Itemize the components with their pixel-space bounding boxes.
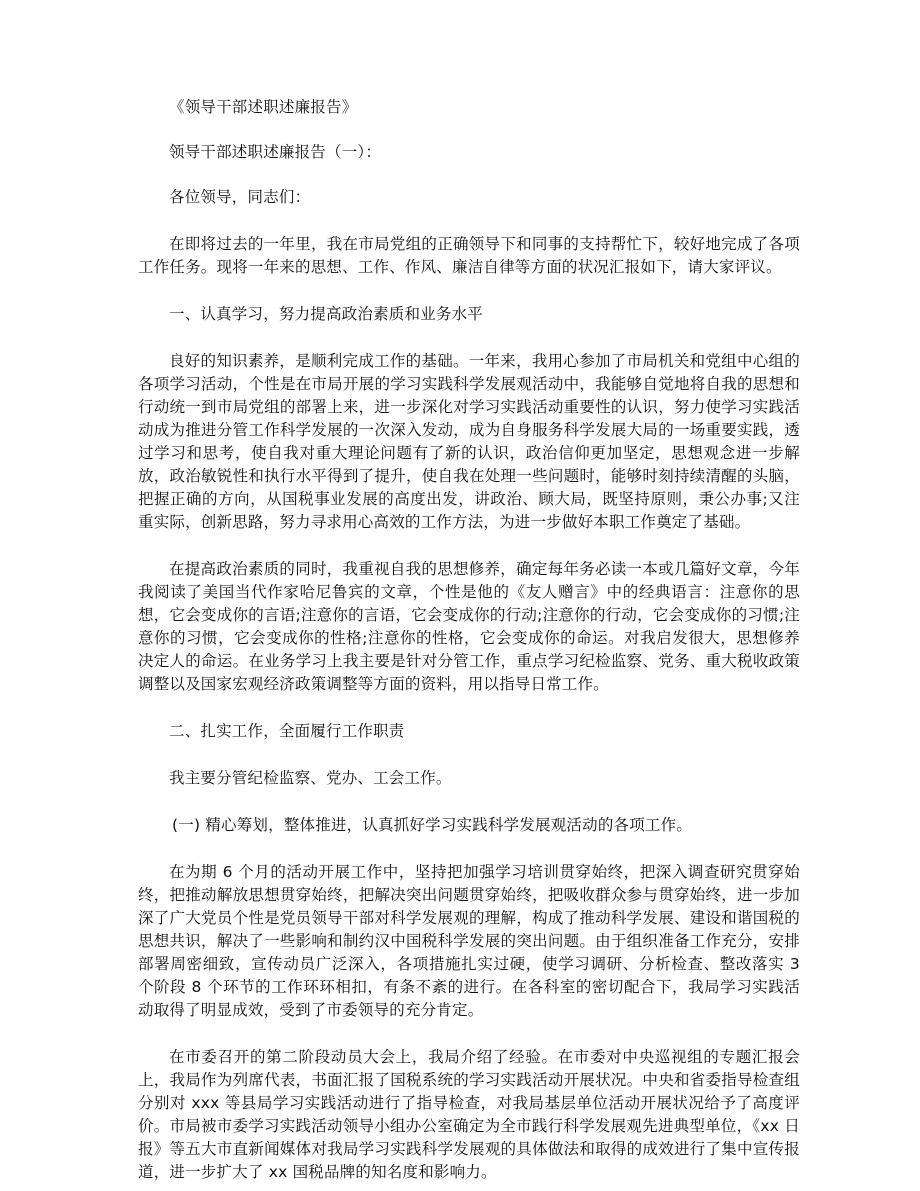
section-2-paragraph-1: 我主要分管纪检监察、党办、工会工作。: [169, 769, 452, 787]
document-page: [138, 96, 800, 1184]
section-1-paragraph-1: 良好的知识素养，是顺利完成工作的基础。一年来，我用心参加了市局机关和党组中心组的各项学习活动，个性是在市局开展的学习实践科学发展观活动中，我能够自觉地将自我的思想和行动统一到市局党组的部署上来，进一步深化对学习实践活动重要性的认识，努力使学习实践活动成为推进分管工作科学发展的一次深入发动，成为自身服务科学发展大局的一场重要实践，透过学习和思考，使自我对重大理论问题有了新的认识，政治信仰更加坚定，思想观念进一步解放，政治敏锐性和执行水平得到了提升，使自我在处理一些问题时，能够时刻持续清醒的头脑，把握正确的方向，从国税事业发展的高度出发，讲政治、顾大局，既坚持原则，秉公办事;又注重实际，创新思路，努力寻求用心高效的工作方法，为进一步做好本职工作奠定了基础。: [138, 352, 800, 531]
section-2-paragraph-2: 在为期 6 个月的活动开展工作中，坚持把加强学习培训贯穿始终，把深入调查研究贯穿始终，把推动解放思想贯穿始终，把解决突出问题贯穿始终，把吸收群众参与贯穿始终，进一步加深了广大党员个性是党员领导干部对科学发展观的理解，构成了推动科学发展、建设和谐国税的思想共识，解决了一些影响和制约汉中国税科学发展的突出问题。由于组织准备工作充分，安排部署周密细致，宣传动员广泛深入，各项措施扎实过硬，使学习调研、分析检查、整改落实 3 个阶段 8 个环节的工作环环相扣，有条不紊的进行。在各科室的密切配合下，我局学习实践活动取得了明显成效，受到了市委领导的充分肯定。: [138, 863, 800, 1019]
section-2-subheading-1: (一) 精心筹划，整体推进，认真抓好学习实践科学发展观活动的各项工作。: [172, 816, 693, 834]
section-1-paragraph-2: 在提高政治素质的同时，我重视自我的思想修养，确定每年务必读一本或几篇好文章，今年我阅读了美国当代作家哈尼鲁宾的文章，个性是他的《友人赠言》中的经典语言：注意你的思想，它会变成你的言语;注意你的言语，它会变成你的行动;注意你的行动，它会变成你的习惯;注意你的习惯，它会变成你的性格;注意你的性格，它会变成你的命运。对我启发很大，思想修养决定人的命运。在业务学习上我主要是针对分管工作，重点学习纪检监察、党务、重大税收政策调整以及国家宏观经济政策调整等方面的资料，用以指导日常工作。: [138, 560, 800, 693]
section-2-heading: 二、扎实工作，全面履行工作职责: [169, 722, 405, 740]
document-title: 《领导干部述职述廉报告》: [169, 98, 358, 116]
intro-paragraph: 在即将过去的一年里，我在市局党组的正确领导下和同事的支持帮忙下，较好地完成了各项工作任务。现将一年来的思想、工作、作风、廉洁自律等方面的状况汇报如下，请大家评议。: [138, 235, 800, 276]
section-1-heading: 一、认真学习，努力提高政治素质和业务水平: [169, 305, 484, 323]
salutation: 各位领导，同志们：: [169, 188, 311, 206]
section-2-paragraph-3: 在市委召开的第二阶段动员大会上，我局介绍了经验。在市委对中央巡视组的专题汇报会上，我局作为列席代表，书面汇报了国税系统的学习实践活动开展状况。中央和省委指导检查组分别对 xxx 等县局学习实践活动进行了指导检查，对我局基层单位活动开展状况给予了高度评价。市局被市委学习实践活动领导小组办公室确定为全市践行科学发展观先进典型单位，《xx 日报》等五大市直新闻媒体对我局学习实践科学发展观的具体做法和取得的成效进行了集中宣传报道，进一步扩大了 xx 国税品牌的知名度和影响力。: [138, 1048, 800, 1181]
document-subtitle: 领导干部述职述廉报告（一）：: [169, 143, 382, 161]
